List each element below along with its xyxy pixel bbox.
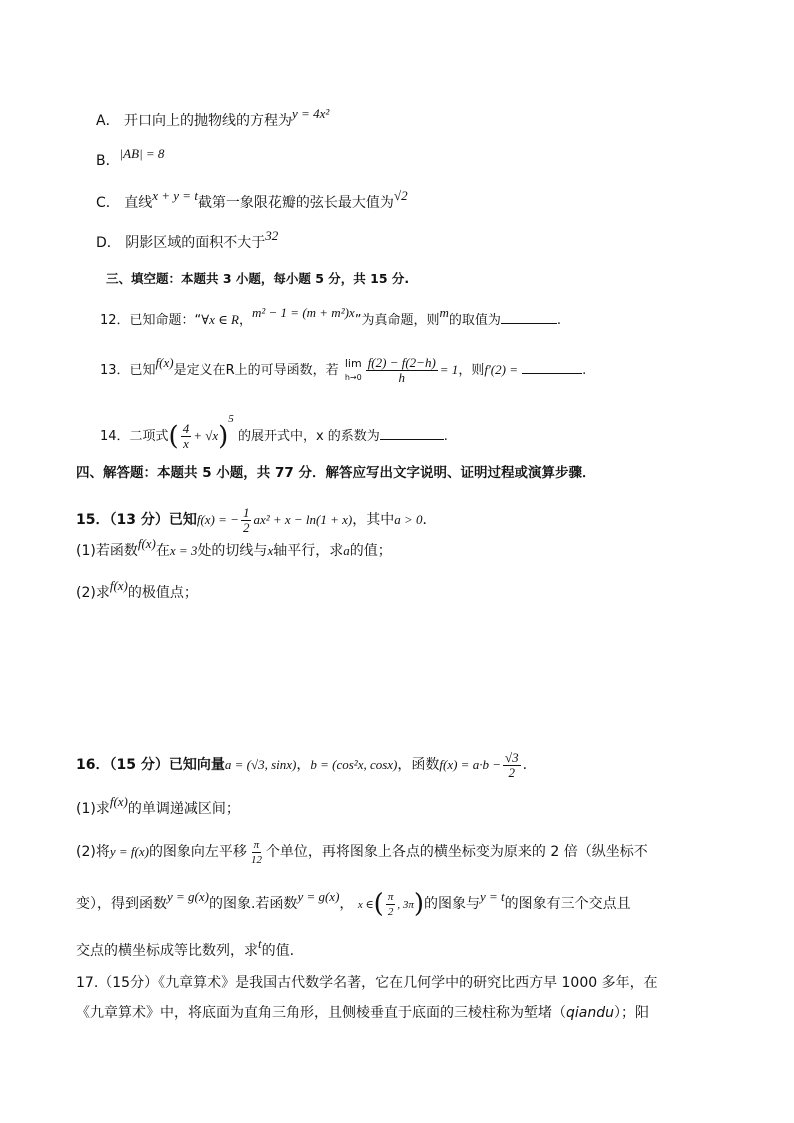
- q15-math2: ax² + x − ln(1 + x): [253, 512, 353, 527]
- q13-r: R: [225, 363, 235, 378]
- q16-p3-rparen: ): [413, 889, 424, 919]
- q14-pre: 14．二项式: [100, 429, 169, 444]
- q17-line2-italic: qiandu: [566, 1005, 614, 1021]
- q13-math2: f′(2) =: [484, 362, 518, 377]
- option-b-label: B．: [96, 153, 120, 169]
- q15-part1: [76, 536, 392, 562]
- option-a-label: A．: [96, 113, 120, 129]
- option-d-label: D．: [96, 235, 121, 251]
- option-c: [96, 188, 408, 214]
- q15-end: ．: [422, 512, 437, 528]
- q13-mid: 是定义在: [173, 363, 226, 378]
- q16-p2-fraction: $\frac{\pi}{12}$: [250, 838, 262, 866]
- q16-p2-math1: y = f(x): [109, 844, 149, 859]
- q15-p1-math3: x: [267, 543, 274, 558]
- q17-line2-pre: 《九章算术》中，将底面为直角三角形，且侧棱垂直于底面的三棱柱称为堑堵（: [76, 1005, 566, 1021]
- q12-math3: m: [439, 305, 449, 320]
- option-c-text-post: 截第一象限花瓣的弦长最大值为: [197, 195, 394, 211]
- q13-eq: = 1: [439, 362, 459, 377]
- q16-part2-cont2: [76, 936, 295, 962]
- q16-part2: [76, 832, 648, 872]
- q16-p3-end: 的图象有三个交点且: [504, 896, 631, 912]
- q16-part2-cont: [76, 884, 631, 925]
- q12-pre: 12．已知命题：“: [100, 313, 202, 328]
- q16-math1: a = (√3, sinx): [224, 757, 297, 772]
- option-a-math: y = 4x²: [292, 106, 330, 121]
- q12-end: .: [556, 313, 561, 328]
- q15-p1-math4: a: [343, 543, 350, 558]
- option-d-math: 32: [265, 228, 279, 243]
- q16-p3-math4: , 3π: [397, 899, 414, 911]
- q14-power: 5: [228, 413, 234, 425]
- q16-p1-math: f(x): [109, 794, 128, 809]
- q16-p4-math: t: [258, 936, 262, 951]
- q16-mid: ，: [296, 757, 311, 773]
- option-b-math: |AB| = 8: [119, 146, 165, 161]
- q14-lparen: (: [168, 421, 179, 452]
- section4-heading: 四、解答题：本题共 5 小题，共 77 分．解答应写出文字说明、证明过程或演算步骤．: [76, 465, 596, 481]
- option-a: [96, 106, 330, 132]
- q16-pre: 16．（15 分）已知向量: [76, 757, 225, 773]
- q13-answer-blank[interactable]: [522, 372, 582, 374]
- q16-fraction: $\frac{√3}{2}$: [504, 749, 519, 780]
- q16-p3-lparen: (: [373, 889, 384, 919]
- q15-p2-math: f(x): [109, 578, 128, 593]
- q12-math1: ∀x ∈ R: [201, 312, 239, 327]
- q16-p4-pre: 交点的横坐标成等比数列，求: [76, 943, 258, 959]
- q16-part1: [76, 794, 240, 820]
- q16-p3-math3: x ∈: [357, 899, 374, 911]
- q16-p3-post: 的图象与: [424, 896, 480, 912]
- option-b: [96, 146, 165, 172]
- q16-p1-pre: (1)求: [76, 801, 110, 817]
- question-17-line2: [76, 1002, 649, 1024]
- q15-pre: 15．（13 分）已知: [76, 512, 197, 528]
- q13-post: ，则: [458, 363, 485, 378]
- q13-math1: f(x): [155, 355, 174, 370]
- q12-answer-blank[interactable]: [501, 322, 557, 324]
- q16-p2-pre: (2)将: [76, 844, 110, 860]
- q15-p1-mid2: 处的切线与: [197, 543, 268, 559]
- q14-end: .: [443, 429, 448, 444]
- q15-p1-mid: 在: [155, 543, 170, 559]
- q15-p1-end: 的值；: [349, 543, 392, 559]
- q17-line2-end: ）；阳: [614, 1005, 649, 1021]
- q13-denominator: h: [398, 370, 405, 385]
- q16-p3-math2: y = g(x): [297, 889, 340, 904]
- section3-heading: 三、填空题：本题共 3 小题，每小题 5 分，共 15 分.: [106, 271, 410, 286]
- q16-math3: f(x) = a·b −: [439, 757, 501, 772]
- question-13: [100, 350, 586, 391]
- question-12: [100, 305, 561, 332]
- q16-math2: b = (cos²x, cosx): [310, 757, 398, 772]
- q15-math1: f(x) = −: [196, 512, 239, 527]
- option-d-text: 阴影区域的面积不大于: [125, 235, 266, 251]
- q16-p3-fraction: $\frac{\pi}{2}$: [387, 890, 394, 918]
- q15-p2-pre: (2)求: [76, 585, 110, 601]
- q13-numerator: f(2) − f(2−h): [367, 355, 436, 370]
- q15-fraction: $\frac{1}{2}$: [242, 504, 250, 535]
- q16-p3-math1: y = g(x): [167, 889, 209, 904]
- q15-p1-math2: x = 3: [169, 543, 198, 558]
- q13-limit: lim h→0: [344, 356, 362, 382]
- q15-post: ，其中: [352, 512, 395, 528]
- option-a-text: 开口向上的抛物线的方程为: [124, 113, 293, 129]
- option-c-text-pre: 直线: [124, 195, 153, 211]
- q14-fraction: $\frac{4}{x}$: [182, 421, 190, 451]
- q12-math2: m² − 1 = (m + m²)x: [251, 305, 355, 320]
- question-14: [100, 414, 448, 459]
- q13-end: .: [582, 363, 587, 378]
- q16-p1-end: 的单调递减区间；: [127, 801, 240, 817]
- question-15: [76, 500, 437, 540]
- q12-post: ”为真命题，则: [354, 313, 440, 328]
- q15-p1-math1: f(x): [137, 536, 156, 551]
- q16-end: .: [522, 757, 528, 773]
- q14-rparen: ): [218, 421, 229, 452]
- q14-post: 的展开式中，x 的系数为: [237, 429, 380, 444]
- q16-p3-math5: y = t: [480, 889, 505, 904]
- q16-p2-mid: 的图象向左平移: [148, 844, 247, 860]
- q15-part2: [76, 578, 198, 604]
- option-c-label: C．: [96, 195, 120, 211]
- q13-fraction: [366, 356, 438, 385]
- q14-answer-blank[interactable]: [380, 438, 444, 440]
- q15-p1-mid3: 轴平行，求: [273, 543, 344, 559]
- option-c-math: x + y = t: [152, 188, 198, 203]
- q16-p3-mid2: ，: [339, 896, 354, 912]
- q16-p3-pre: 变），得到函数: [76, 896, 167, 912]
- q15-p2-end: 的极值点；: [127, 585, 198, 601]
- q16-mid2: ，函数: [397, 757, 440, 773]
- option-c-math2: √2: [393, 188, 408, 203]
- question-17: 17.（15分）《九章算术》是我国古代数学名著，它在几何学中的研究比西方早 1000 多年，在: [76, 975, 658, 991]
- q15-p1-pre: (1)若函数: [76, 543, 138, 559]
- q16-p4-end: 的值.: [261, 943, 295, 959]
- q16-p2-post: 个单位，再将图象上各点的横坐标变为原来的 2 倍（纵坐标不: [265, 844, 648, 860]
- q13-pre: 13．已知: [100, 363, 156, 378]
- q13-mid2: 上的可导函数，若: [234, 363, 339, 378]
- q14-plus: + √x: [193, 428, 219, 443]
- q15-math3: a > 0: [394, 512, 423, 527]
- q12-mid: ，: [238, 313, 252, 328]
- question-16: [76, 745, 527, 785]
- option-d: [96, 228, 279, 254]
- q12-tail: 的取值为: [448, 313, 501, 328]
- q16-p3-mid: 的图象.若函数: [208, 896, 298, 912]
